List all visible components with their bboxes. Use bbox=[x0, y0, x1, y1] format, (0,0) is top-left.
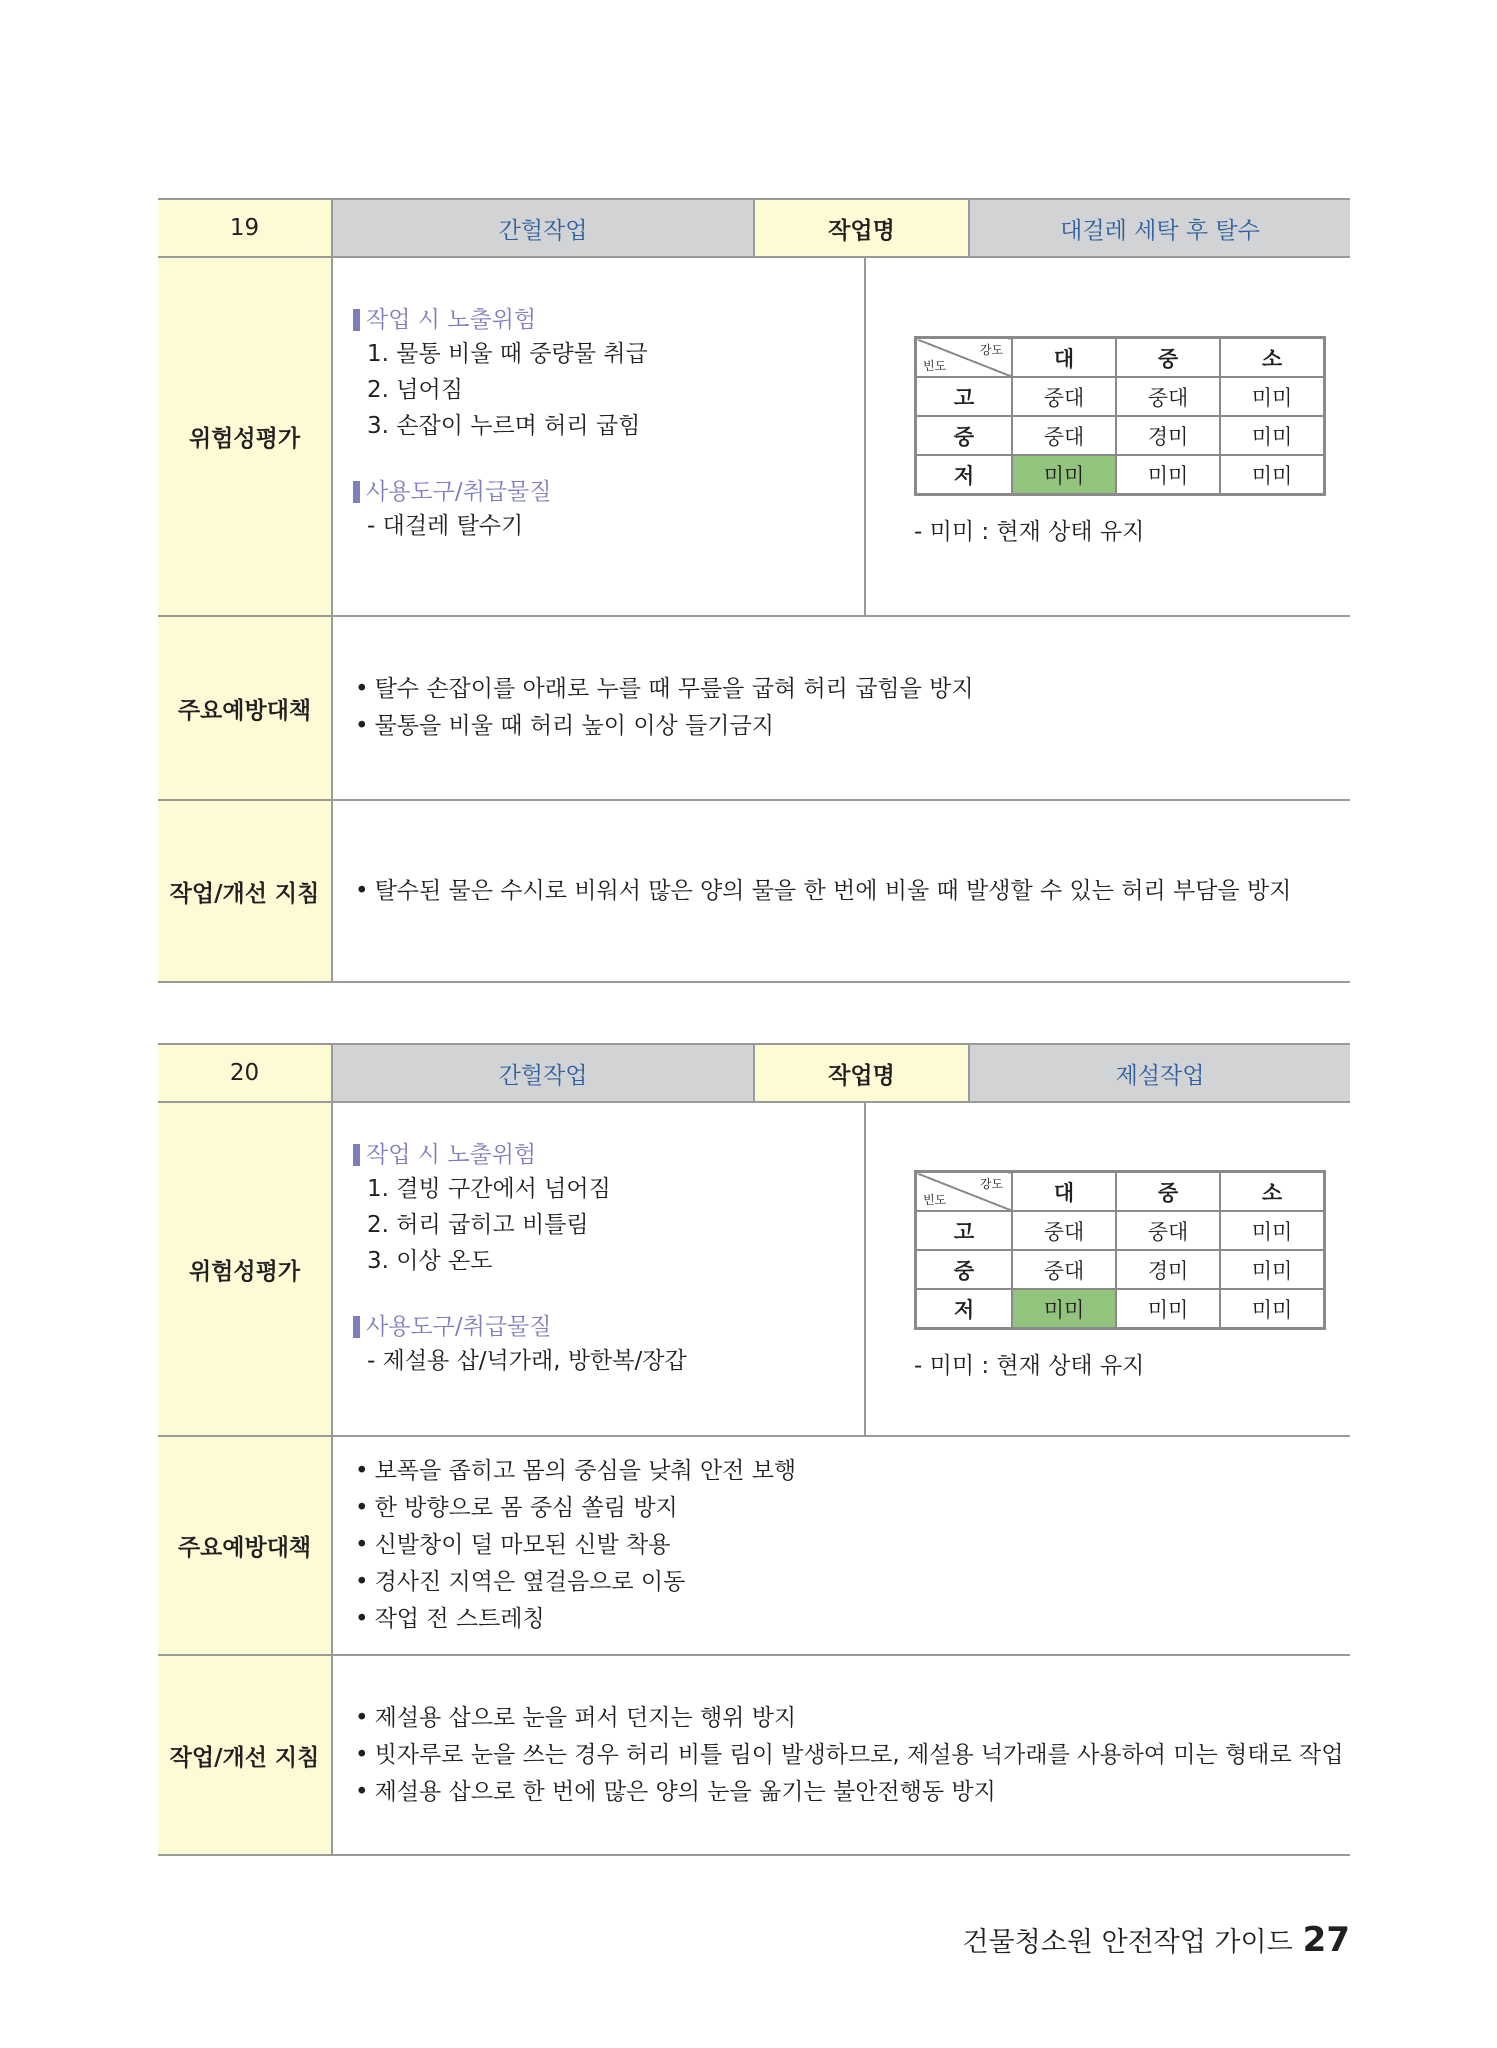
page-number: 27 bbox=[1302, 1920, 1350, 1960]
severity-header: 중 bbox=[1116, 1172, 1220, 1212]
matrix-cell: 중대 bbox=[1012, 1211, 1116, 1250]
footer-title: 건물청소원 안전작업 가이드 bbox=[962, 1927, 1293, 1958]
section-marker-icon bbox=[353, 309, 360, 331]
task-name-label: 작업명 bbox=[755, 200, 970, 256]
severity-header: 소 bbox=[1220, 338, 1325, 378]
prevention-row bbox=[158, 617, 1350, 801]
matrix-cell-highlighted: 미미 bbox=[1012, 1289, 1116, 1329]
prevention-item: • 물통을 비울 때 허리 높이 이상 들기금지 bbox=[355, 708, 1350, 745]
improvement-item: • 탈수된 물은 수시로 비워서 많은 양의 물을 한 번에 비울 때 발생할 수 있는 허리 부담을 방지 bbox=[355, 873, 1350, 910]
prevention-label: 주요예방대책 bbox=[158, 1437, 333, 1654]
task-name-label: 작업명 bbox=[755, 1045, 970, 1101]
frequency-header: 저 bbox=[916, 1289, 1013, 1329]
hazard-item: 3. 손잡이 누르며 허리 굽힘 bbox=[367, 413, 641, 439]
task-card-19 bbox=[158, 198, 1350, 983]
matrix-cell: 미미 bbox=[1220, 377, 1325, 416]
improvement-item: • 제설용 삽으로 눈을 퍼서 던지는 행위 방지 bbox=[355, 1700, 1350, 1737]
matrix-cell: 미미 bbox=[1220, 455, 1325, 495]
prevention-list bbox=[333, 1437, 1350, 1654]
matrix-cell: 중대 bbox=[1116, 377, 1220, 416]
tool-item: - 대걸레 탈수기 bbox=[367, 513, 524, 539]
severity-header: 대 bbox=[1012, 338, 1116, 378]
matrix-cell: 경미 bbox=[1116, 416, 1220, 455]
prevention-item: • 신발창이 덜 마모된 신발 착용 bbox=[355, 1527, 1350, 1564]
matrix-cell: 중대 bbox=[1012, 1250, 1116, 1289]
prevention-label: 주요예방대책 bbox=[158, 617, 333, 799]
tools-title: 사용도구/취급물질 bbox=[353, 476, 864, 508]
prevention-item: • 경사진 지역은 옆걸음으로 이동 bbox=[355, 1564, 1350, 1601]
section-marker-icon bbox=[353, 1144, 360, 1166]
frequency-header: 저 bbox=[916, 455, 1013, 495]
risk-matrix-panel bbox=[866, 1103, 1350, 1435]
improvement-item: • 빗자루로 눈을 쓰는 경우 허리 비틀 림이 발생하므로, 제설용 넉가래를 사용하여 미는 형태로 작업 bbox=[355, 1737, 1350, 1774]
improvement-list bbox=[333, 801, 1350, 981]
matrix-cell: 미미 bbox=[1220, 1250, 1325, 1289]
matrix-note: - 미미 : 현재 상태 유지 bbox=[914, 1353, 1145, 1379]
risk-description bbox=[333, 258, 866, 615]
risk-assessment-row bbox=[158, 258, 1350, 617]
tool-item: - 제설용 삽/넉가래, 방한복/장갑 bbox=[367, 1348, 687, 1374]
prevention-item: • 탈수 손잡이를 아래로 누를 때 무릎을 굽혀 허리 굽힘을 방지 bbox=[355, 671, 1350, 708]
frequency-header: 중 bbox=[916, 416, 1013, 455]
matrix-cell: 미미 bbox=[1116, 1289, 1220, 1329]
task-name: 대걸레 세탁 후 탈수 bbox=[970, 200, 1350, 256]
matrix-cell-highlighted: 미미 bbox=[1012, 455, 1116, 495]
matrix-cell: 경미 bbox=[1116, 1250, 1220, 1289]
risk-matrix-panel bbox=[866, 258, 1350, 615]
task-name: 제설작업 bbox=[970, 1045, 1350, 1101]
prevention-row bbox=[158, 1437, 1350, 1656]
hazard-item: 1. 물통 비울 때 중량물 취급 bbox=[367, 341, 648, 367]
improvement-label: 작업/개선 지침 bbox=[158, 801, 333, 981]
prevention-list bbox=[333, 617, 1350, 799]
hazard-item: 1. 결빙 구간에서 넘어짐 bbox=[367, 1176, 611, 1202]
matrix-cell: 미미 bbox=[1220, 1211, 1325, 1250]
task-header bbox=[158, 1043, 1350, 1103]
hazard-item: 3. 이상 온도 bbox=[367, 1248, 493, 1274]
prevention-item: • 보폭을 좁히고 몸의 중심을 낮춰 안전 보행 bbox=[355, 1453, 1350, 1490]
frequency-header: 고 bbox=[916, 1211, 1013, 1250]
hazard-item: 2. 허리 굽히고 비틀림 bbox=[367, 1212, 589, 1238]
hazard-item: 2. 넘어짐 bbox=[367, 377, 463, 403]
improvement-item: • 제설용 삽으로 한 번에 많은 양의 눈을 옮기는 불안전행동 방지 bbox=[355, 1774, 1350, 1811]
frequency-header: 고 bbox=[916, 377, 1013, 416]
tools-title: 사용도구/취급물질 bbox=[353, 1311, 864, 1343]
matrix-cell: 미미 bbox=[1220, 416, 1325, 455]
severity-header: 대 bbox=[1012, 1172, 1116, 1212]
task-number: 19 bbox=[158, 200, 333, 256]
risk-matrix-table bbox=[914, 336, 1326, 496]
matrix-cell: 중대 bbox=[1012, 416, 1116, 455]
task-category: 간헐작업 bbox=[333, 1045, 755, 1101]
frequency-header: 중 bbox=[916, 1250, 1013, 1289]
improvement-row bbox=[158, 801, 1350, 983]
risk-assessment-row bbox=[158, 1103, 1350, 1437]
matrix-corner: 강도 빈도 bbox=[916, 1172, 1013, 1212]
improvement-list bbox=[333, 1656, 1350, 1854]
page-footer bbox=[963, 1920, 1350, 1960]
hazards-title: 작업 시 노출위험 bbox=[353, 1139, 864, 1171]
risk-assessment-label: 위험성평가 bbox=[158, 1103, 333, 1435]
severity-header: 소 bbox=[1220, 1172, 1325, 1212]
severity-header: 중 bbox=[1116, 338, 1220, 378]
matrix-cell: 중대 bbox=[1116, 1211, 1220, 1250]
risk-assessment-label: 위험성평가 bbox=[158, 258, 333, 615]
prevention-item: • 작업 전 스트레칭 bbox=[355, 1601, 1350, 1638]
prevention-item: • 한 방향으로 몸 중심 쏠림 방지 bbox=[355, 1490, 1350, 1527]
matrix-corner: 강도 빈도 bbox=[916, 338, 1013, 378]
matrix-note: - 미미 : 현재 상태 유지 bbox=[914, 519, 1145, 545]
risk-description bbox=[333, 1103, 866, 1435]
task-header bbox=[158, 198, 1350, 258]
risk-matrix-table bbox=[914, 1170, 1326, 1330]
section-marker-icon bbox=[353, 1316, 360, 1338]
hazards-title: 작업 시 노출위험 bbox=[353, 304, 864, 336]
matrix-cell: 미미 bbox=[1116, 455, 1220, 495]
improvement-label: 작업/개선 지침 bbox=[158, 1656, 333, 1854]
section-marker-icon bbox=[353, 481, 360, 503]
improvement-row bbox=[158, 1656, 1350, 1856]
task-card-20 bbox=[158, 1043, 1350, 1856]
task-number: 20 bbox=[158, 1045, 333, 1101]
matrix-cell: 중대 bbox=[1012, 377, 1116, 416]
matrix-cell: 미미 bbox=[1220, 1289, 1325, 1329]
task-category: 간헐작업 bbox=[333, 200, 755, 256]
